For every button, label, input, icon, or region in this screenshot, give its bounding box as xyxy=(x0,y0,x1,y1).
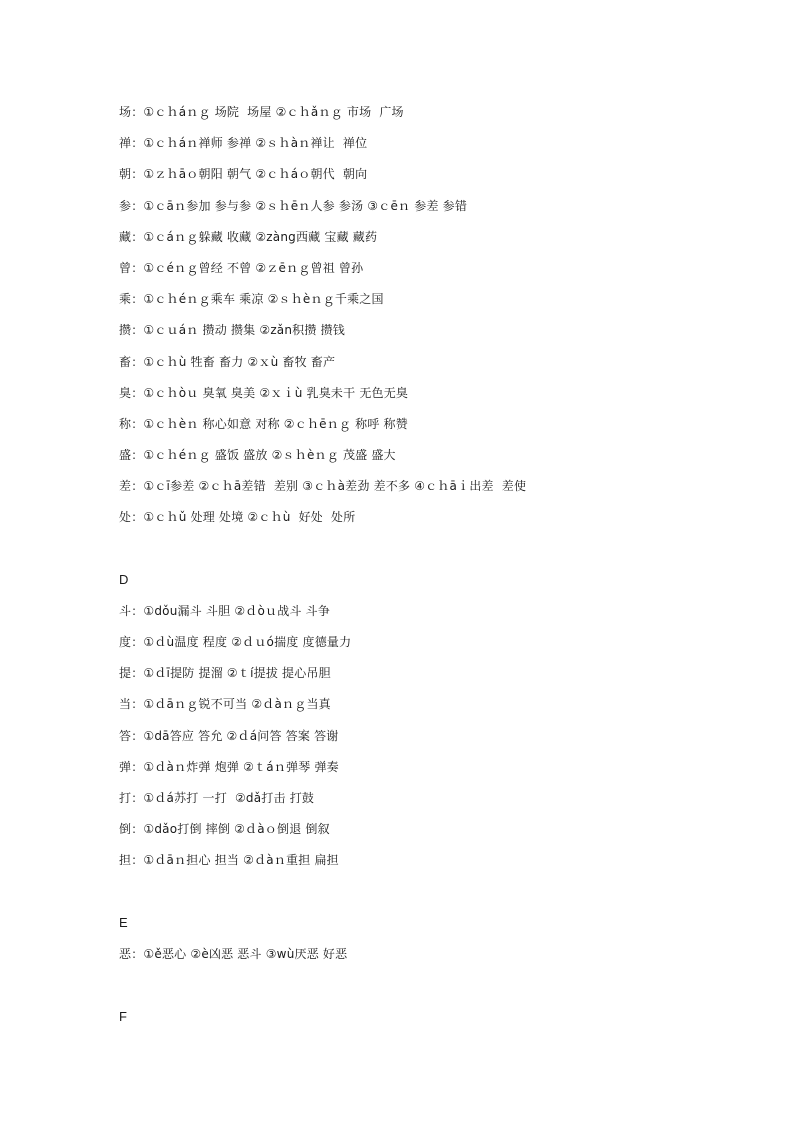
section-heading-d: D xyxy=(119,572,129,587)
entry-chen: 称：①ｃｈèｎ 称心如意 对称 ②ｃｈēｎｇ 称呼 称赞 xyxy=(119,417,408,431)
entry-dan-bomb: 弹：①ｄàｎ炸弹 炮弹 ②ｔáｎ弹琴 弹奏 xyxy=(119,760,339,774)
entry-dou: 斗：①dǒu漏斗 斗胆 ②ｄòｕ战斗 斗争 xyxy=(119,604,331,618)
entry-cheng: 乘：①ｃｈéｎｇ乘车 乘凉 ②ｓｈèｎｇ千乘之国 xyxy=(119,292,384,306)
entry-dao: 倒：①dǎo打倒 摔倒 ②ｄàｏ倒退 倒叙 xyxy=(119,822,330,836)
entry-cang: 藏：①ｃáｎｇ躲藏 收藏 ②zàng西藏 宝藏 藏药 xyxy=(119,230,378,244)
entry-chu-xu: 畜：①ｃｈù 牲畜 畜力 ②ｘù 畜牧 畜产 xyxy=(119,355,336,369)
entry-chao: 朝：①ｚｈāｏ朝阳 朝气 ②ｃｈáｏ朝代 朝向 xyxy=(119,167,368,181)
entry-cha: 差：①ｃī参差 ②ｃｈā差错 差别 ③ｃｈà差劲 差不多 ④ｃｈāｉ出差 差使 xyxy=(119,479,527,493)
entry-can: 参：①ｃāｎ参加 参与参 ②ｓｈēｎ人参 参汤 ③ｃēｎ 参差 参错 xyxy=(119,199,468,213)
entry-chou: 臭：①ｃｈòｕ 臭氧 臭美 ②ｘｉù 乳臭未干 无色无臭 xyxy=(119,386,409,400)
entry-dan-carry: 担：①ｄāｎ担心 担当 ②ｄàｎ重担 扁担 xyxy=(119,853,339,867)
entry-da-hit: 打：①ｄá苏打 一打 ②dǎ打击 打鼓 xyxy=(119,791,315,805)
entry-ceng: 曾：①ｃéｎｇ曾经 不曾 ②ｚēｎｇ曾祖 曾孙 xyxy=(119,261,364,275)
entry-chu: 处：①ｃｈǔ 处理 处境 ②ｃｈù 好处 处所 xyxy=(119,510,356,524)
entry-da-answer: 答：①dā答应 答允 ②ｄá问答 答案 答谢 xyxy=(119,729,339,743)
entry-di: 提：①ｄī提防 提溜 ②ｔí提拔 提心吊胆 xyxy=(119,666,331,680)
entry-sheng: 盛：①ｃｈéｎｇ 盛饭 盛放 ②ｓｈèｎｇ 茂盛 盛大 xyxy=(119,448,396,462)
entry-du: 度：①ｄù温度 程度 ②ｄｕó揣度 度德量力 xyxy=(119,635,352,649)
entry-chang: 场：①ｃｈáｎｇ 场院 场屋 ②ｃｈǎｎｇ 市场 广场 xyxy=(119,105,404,119)
entry-dang: 当：①ｄāｎｇ锐不可当 ②ｄàｎｇ当真 xyxy=(119,697,331,711)
section-heading-f: F xyxy=(119,1009,127,1024)
entry-cuan: 攒：①ｃｕáｎ 攒动 攒集 ②zǎn积攒 攒钱 xyxy=(119,323,345,337)
entry-chan: 禅：①ｃｈáｎ禅师 参禅 ②ｓｈàｎ禅让 禅位 xyxy=(119,136,368,150)
section-heading-e: E xyxy=(119,915,128,930)
entry-e: 恶：①ě恶心 ②è凶恶 恶斗 ③wù厌恶 好恶 xyxy=(119,947,348,961)
